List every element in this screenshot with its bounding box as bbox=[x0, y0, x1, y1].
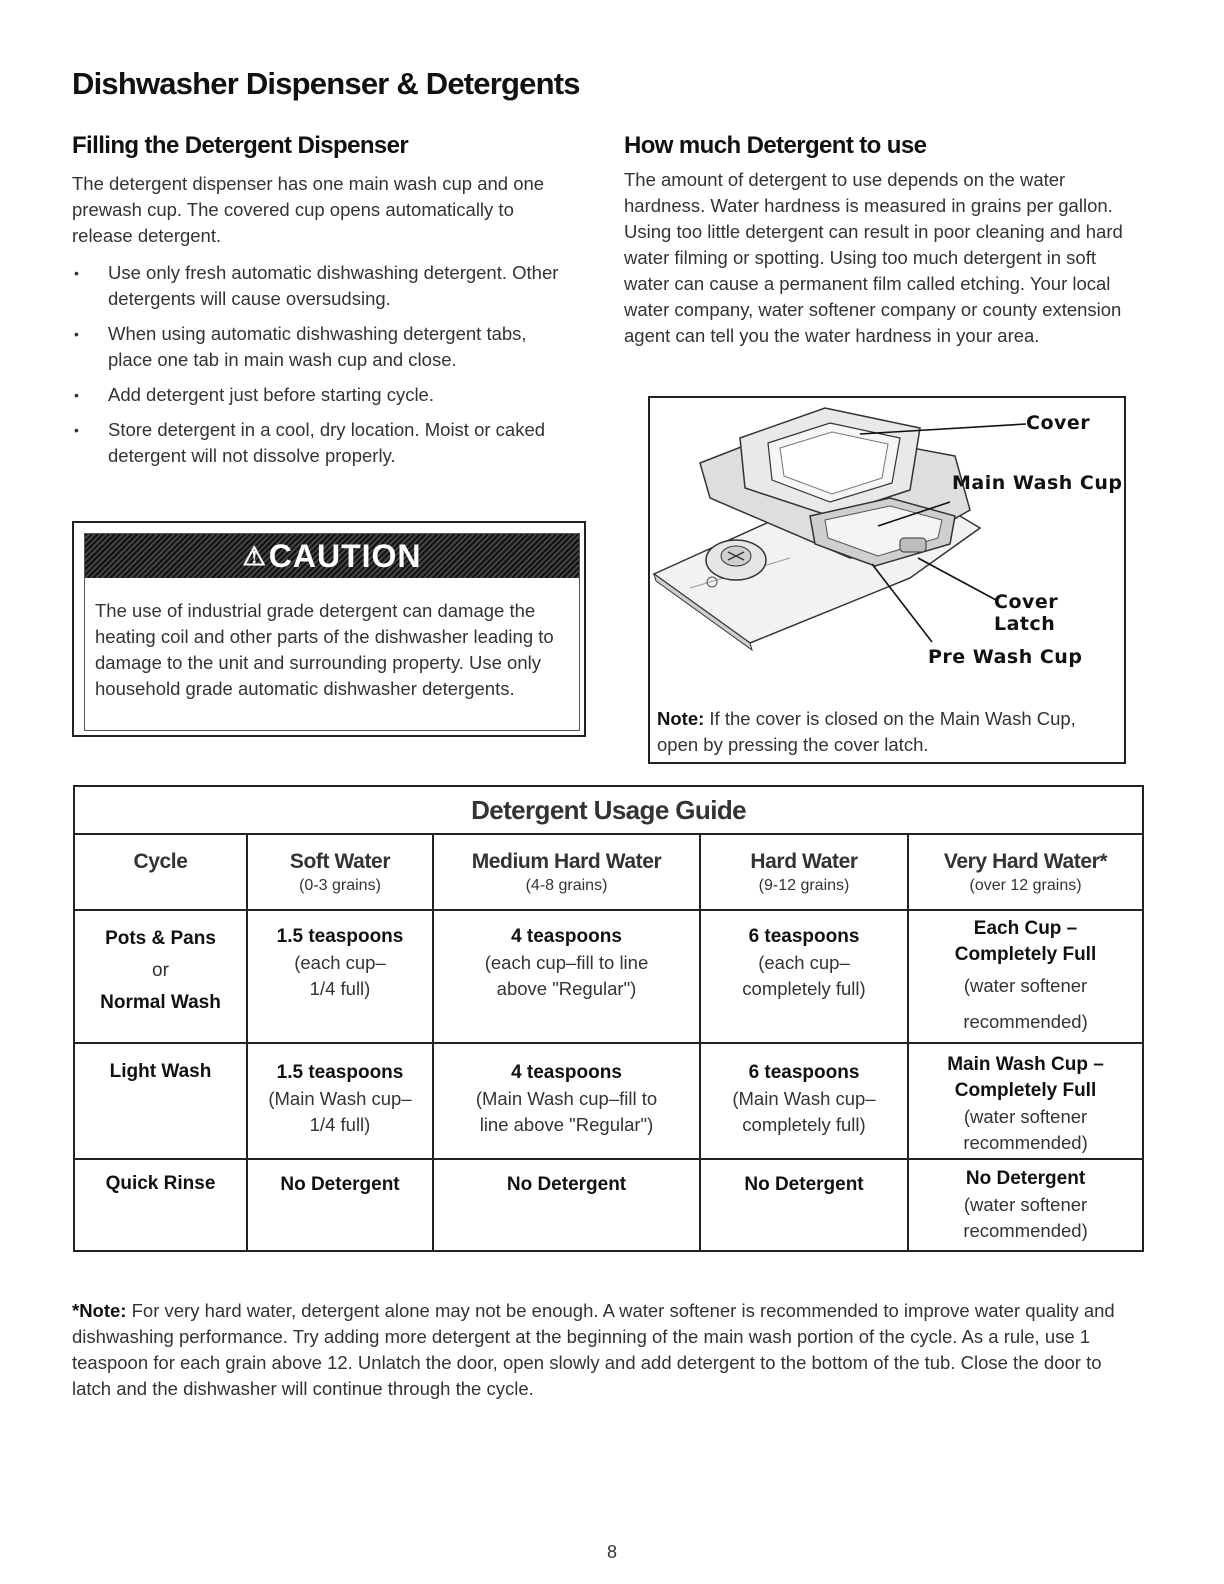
header-soft-water: Soft Water (0-3 grains) bbox=[247, 834, 433, 910]
amount: 6 teaspoons bbox=[748, 926, 860, 947]
cell-cycle bbox=[74, 910, 247, 1043]
cell-soft bbox=[247, 1043, 433, 1159]
cycle-name: Quick Rinse bbox=[105, 1173, 216, 1194]
cell-cycle bbox=[74, 1159, 247, 1251]
bullet-item: • Store detergent in a cool, dry location. Moist or caked detergent will not dissolve properly. bbox=[72, 417, 572, 469]
how-much-text: The amount of detergent to use depends on the water hardness. Water hardness is measured in grains per gallon. Using too little detergent can result in poor cleaning and hard water filming or spotting. Using too much detergent in soft water can cause a permanent film called etching. Your local water company, water softener company or county extension agent can tell you the water hardness in your area. bbox=[624, 169, 1123, 346]
amount: 6 teaspoons bbox=[748, 1062, 860, 1083]
table-header-row bbox=[74, 834, 1143, 910]
cell-very-hard bbox=[908, 910, 1143, 1043]
amount-desc: (water softener recommended) bbox=[963, 975, 1088, 1032]
cycle-name: Pots & Pans bbox=[105, 928, 216, 949]
cell-medium bbox=[433, 1043, 700, 1159]
cell-medium bbox=[433, 910, 700, 1043]
cell-hard bbox=[700, 1043, 908, 1159]
amount: 4 teaspoons bbox=[511, 926, 622, 947]
label-cover-latch: Cover Latch bbox=[994, 591, 1059, 635]
label-pre-wash-cup: Pre Wash Cup bbox=[928, 646, 1083, 668]
footnote-text: For very hard water, detergent alone may not be enough. A water softener is recommended to improve water quality and dishwashing performance. Try adding more detergent at the beginning of the main wash portion of the cycle. As a rule, use 1 teaspoon for each grain above 12. Unlatch the door, open slowly and add detergent to the bottom of the tub. Close the door to latch and the dishwasher will continue through the cycle. bbox=[72, 1300, 1115, 1399]
amount-desc: (each cup– 1/4 full) bbox=[294, 952, 386, 999]
filling-bullet-list bbox=[72, 260, 572, 478]
amount: No Detergent bbox=[280, 1174, 400, 1195]
dispenser-figure-box bbox=[648, 396, 1126, 764]
amount-desc: (Main Wash cup– 1/4 full) bbox=[268, 1088, 412, 1135]
amount-desc: (Main Wash cup–fill to line above "Regular") bbox=[475, 1088, 658, 1135]
header-hard-water: Hard Water (9-12 grains) bbox=[700, 834, 908, 910]
cell-cycle bbox=[74, 1043, 247, 1159]
bullet-item: • When using automatic dishwashing detergent tabs, place one tab in main wash cup and close. bbox=[72, 321, 572, 373]
caution-word: CAUTION bbox=[268, 538, 422, 574]
page-title: Dishwasher Dispenser & Detergents bbox=[72, 66, 580, 101]
cycle-or: or bbox=[152, 960, 169, 981]
warning-triangle-icon: ⚠ bbox=[242, 541, 267, 571]
cell-hard bbox=[700, 910, 908, 1043]
caution-inner-frame bbox=[84, 533, 580, 731]
table-row bbox=[74, 1159, 1143, 1251]
cell-soft bbox=[247, 1159, 433, 1251]
caution-text: The use of industrial grade detergent can damage the heating coil and other parts of the dishwasher leading to damage to the unit and surrounding property. Use only household grade automatic dishwasher detergents. bbox=[95, 600, 554, 699]
footnote-label: *Note: bbox=[72, 1300, 127, 1321]
table-title: Detergent Usage Guide bbox=[74, 786, 1143, 834]
bullet-item: • Add detergent just before starting cycle. bbox=[72, 382, 572, 408]
filling-heading: Filling the Detergent Dispenser bbox=[72, 132, 409, 159]
cell-hard bbox=[700, 1159, 908, 1251]
amount-desc: (each cup–fill to line above "Regular") bbox=[484, 952, 649, 999]
caution-label bbox=[85, 534, 579, 578]
amount: No Detergent bbox=[965, 1168, 1086, 1189]
cell-medium bbox=[433, 1159, 700, 1251]
header-cycle: Cycle bbox=[74, 834, 247, 910]
label-cover: Cover bbox=[1026, 412, 1091, 434]
amount-desc: (water softener recommended) bbox=[963, 1106, 1088, 1153]
amount: Main Wash Cup – Completely Full bbox=[947, 1054, 1104, 1101]
amount: No Detergent bbox=[744, 1174, 864, 1195]
header-very-hard-water: Very Hard Water* (over 12 grains) bbox=[908, 834, 1143, 910]
cycle-name: Light Wash bbox=[109, 1061, 212, 1082]
filling-intro: The detergent dispenser has one main wash cup and one prewash cup. The covered cup opens automatically to release detergent. bbox=[72, 173, 545, 246]
figure-note bbox=[657, 706, 1117, 758]
amount-desc: (Main Wash cup– completely full) bbox=[732, 1088, 876, 1135]
table-row bbox=[74, 1043, 1143, 1159]
cell-very-hard bbox=[908, 1043, 1143, 1159]
cycle-name: Normal Wash bbox=[100, 992, 221, 1013]
page-number: 8 bbox=[606, 1542, 617, 1562]
amount: 4 teaspoons bbox=[511, 1062, 622, 1083]
amount: No Detergent bbox=[506, 1174, 627, 1195]
amount: 1.5 teaspoons bbox=[276, 1062, 404, 1083]
header-medium-hard-water: Medium Hard Water (4-8 grains) bbox=[433, 834, 700, 910]
amount: Each Cup – Completely Full bbox=[954, 918, 1097, 965]
amount-desc: (water softener recommended) bbox=[963, 1194, 1088, 1241]
amount-desc: (each cup– completely full) bbox=[742, 952, 866, 999]
amount: 1.5 teaspoons bbox=[276, 926, 404, 947]
bullet-item: • Use only fresh automatic dishwashing detergent. Other detergents will cause oversudsing. bbox=[72, 260, 572, 312]
how-much-heading: How much Detergent to use bbox=[624, 132, 927, 159]
cell-soft bbox=[247, 910, 433, 1043]
cell-very-hard bbox=[908, 1159, 1143, 1251]
label-main-wash-cup: Main Wash Cup bbox=[952, 472, 1123, 494]
note-text: If the cover is closed on the Main Wash Cup, open by pressing the cover latch. bbox=[657, 708, 1076, 755]
note-label: Note: bbox=[657, 708, 705, 729]
table-row bbox=[74, 910, 1143, 1043]
caution-box bbox=[72, 521, 586, 737]
footnote bbox=[72, 1298, 1142, 1402]
detergent-usage-table bbox=[73, 785, 1144, 1252]
